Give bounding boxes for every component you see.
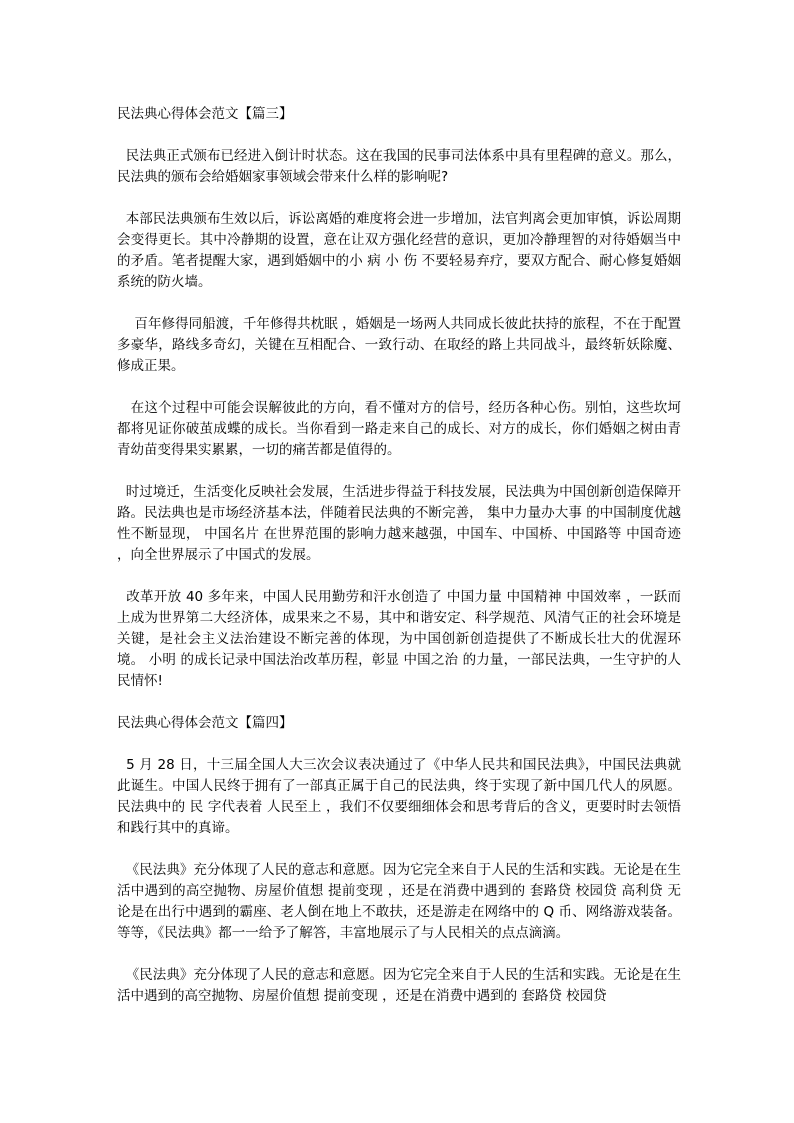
section-part-three <box>117 104 686 692</box>
paragraph: 《民法典》充分体现了人民的意志和意愿。因为它完全来自于人民的生活和实践。无论是在生活中遇到的高空抛物、房屋价值想 提前变现 ，还是在消费中遇到的 套路贷 校园贷 <box>117 967 682 1004</box>
section-heading: 民法典心得体会范文【篇三】 <box>117 106 293 122</box>
paragraph: 时过境迁，生活变化反映社会发展，生活进步得益于科技发展，民法典为中国创新创造保障开路。民法典也是市场经济基本法，伴随着民法典的不断完善， 集中力量办大事 的中国制度优越性不断显现， 中国名片 在世界范围的影响力越来越强，中国车、中国桥、中国路等 中国奇迹 ，向全世界展示了中国式的发展。 <box>117 484 686 563</box>
paragraph: 百年修得同船渡，千年修得共枕眠 ，婚姻是一场两人共同成长彼此扶持的旅程，不在于配置多豪华，路线多奇幻，关键在互相配合、一致行动、在取经的路上共同战斗，最终斩妖除魔、修成正果。 <box>117 316 681 374</box>
paragraph: 5 月 28 日，十三届全国人大三次会议表决通过了《中华人民共和国民法典》，中国民法典就此诞生。中国人民终于拥有了一部真正属于自己的民法典，终于实现了新中国几代人的夙愿。民法典中的 民 字代表着 人民至上 ，我们不仅要细细体会和思考背后的含义，更要时时去领悟和践行其中的真谛。 <box>117 757 681 836</box>
paragraph: 在这个过程中可能会误解彼此的方向，看不懂对方的信号，经历各种心伤。别怕，这些坎坷都将见证你破茧成蝶的成长。当你看到一路走来自己的成长、对方的成长，你们婚姻之树由青青幼苗变得果实累累，一切的痛苦都是值得的。 <box>117 400 682 458</box>
section-heading: 民法典心得体会范文【篇四】 <box>117 715 293 731</box>
paragraph: 民法典正式颁布已经进入倒计时状态。这在我国的民事司法体系中具有里程碑的意义。那么，民法典的颁布会给婚姻家事领域会带来什么样的影响呢? <box>117 148 682 185</box>
section-part-four <box>117 713 681 1007</box>
paragraph: 《民法典》充分体现了人民的意志和意愿。因为它完全来自于人民的生活和实践。无论是在生活中遇到的高空抛物、房屋价值想 提前变现 ，还是在消费中遇到的 套路贷 校园贷 高利贷 无论是在出行中遇到的霸座、老人倒在地上不敢扶，还是游走在网络中的 Q 币、网络游戏装备。等等，《民法典》都一一给予了解答，丰富地展示了与人民相关的点点滴滴。 <box>117 862 682 941</box>
paragraph: 本部民法典颁布生效以后，诉讼离婚的难度将会进一步增加，法官判离会更加审慎，诉讼周期会变得更长。其中冷静期的设置，意在让双方强化经营的意识，更加冷静理智的对待婚姻当中的矛盾。笔者提醒大家，遇到婚姻中的小 病 小 伤 不要轻易弃疗，要双方配合、耐心修复婚姻系统的防火墙。 <box>117 211 682 290</box>
document-page <box>117 104 686 1028</box>
paragraph: 改革开放 40 多年来，中国人民用勤劳和汗水创造了 中国力量 中国精神 中国效率 ，一跃而上成为世界第二大经济体，成果来之不易，其中和谐安定、科学规范、风清气正的社会环境是关键，是社会主义法治建设不断完善的体现，为中国创新创造提供了不断成长壮大的优渥环境。 小明 的成长记录中国法治改革历程，彰显 中国之治 的力量，一部民法典，一生守护的人民情怀! <box>117 589 681 689</box>
